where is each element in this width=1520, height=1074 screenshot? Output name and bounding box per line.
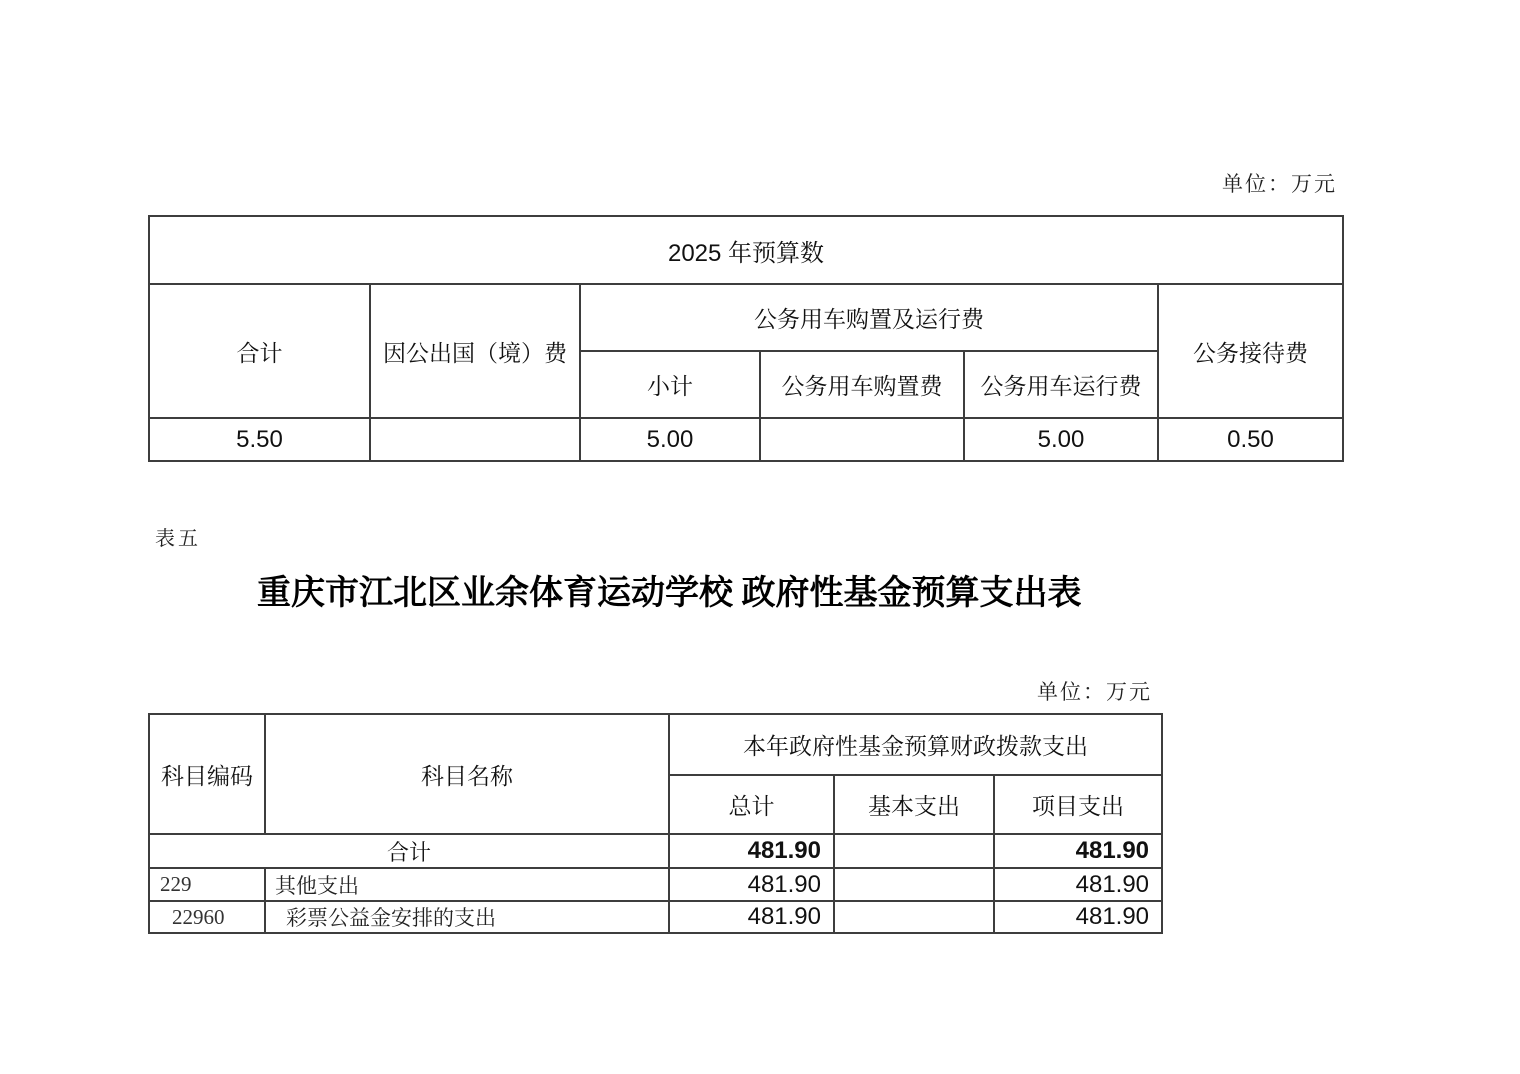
table2-total-label: 合计 xyxy=(149,834,669,868)
table2-basic-229 xyxy=(834,868,994,901)
table2-total-grand-total: 481.90 xyxy=(669,834,834,868)
table1-value-vehicle-operation: 5.00 xyxy=(964,418,1158,461)
table1-data-row xyxy=(149,418,1343,461)
table1-value-abroad xyxy=(370,418,580,461)
table1-value-vehicle-purchase xyxy=(760,418,964,461)
table2-col-code: 科目编码 xyxy=(149,714,265,834)
table2-name-229: 其他支出 xyxy=(265,868,669,901)
table2-project-229: 481.90 xyxy=(994,868,1162,901)
table2-total-basic xyxy=(834,834,994,868)
table1-col-vehicle-operation: 公务用车运行费 xyxy=(964,351,1158,418)
unit-label-bottom: 单位：万元 xyxy=(1037,680,1152,704)
table2-total-project: 481.90 xyxy=(994,834,1162,868)
table1-col-abroad: 因公出国（境）费 xyxy=(370,284,580,418)
table2-project-22960: 481.90 xyxy=(994,901,1162,933)
table2-name-22960: 彩票公益金安排的支出 xyxy=(265,901,669,933)
table1-col-vehicle-group: 公务用车购置及运行费 xyxy=(580,284,1158,351)
table1-value-vehicle-subtotal: 5.00 xyxy=(580,418,760,461)
table-number-note: 表五 xyxy=(155,528,201,550)
table1-col-total: 合计 xyxy=(149,284,370,418)
table2-col-group: 本年政府性基金预算财政拨款支出 xyxy=(669,714,1162,775)
unit-label-top: 单位：万元 xyxy=(1222,172,1337,196)
table2-total-row xyxy=(149,834,1162,868)
fund-expenditure-table xyxy=(148,713,1163,934)
table1-col-vehicle-subtotal: 小计 xyxy=(580,351,760,418)
table2-col-project: 项目支出 xyxy=(994,775,1162,834)
document-title: 重庆市江北区业余体育运动学校 政府性基金预算支出表 xyxy=(257,575,1082,612)
table2-col-basic: 基本支出 xyxy=(834,775,994,834)
table2-code-229: 229 xyxy=(149,868,265,901)
table2-basic-22960 xyxy=(834,901,994,933)
table1-value-reception: 0.50 xyxy=(1158,418,1343,461)
table2-grand-total-22960: 481.90 xyxy=(669,901,834,933)
table1-col-reception: 公务接待费 xyxy=(1158,284,1343,418)
table1-col-vehicle-purchase: 公务用车购置费 xyxy=(760,351,964,418)
table1-year-header: 2025 年预算数 xyxy=(149,216,1343,284)
table2-code-22960: 22960 xyxy=(149,901,265,933)
table2-row-229 xyxy=(149,868,1162,901)
table2-col-name: 科目名称 xyxy=(265,714,669,834)
table2-grand-total-229: 481.90 xyxy=(669,868,834,901)
budget-2025-table xyxy=(148,215,1344,462)
table2-row-22960 xyxy=(149,901,1162,933)
table2-col-grand-total: 总计 xyxy=(669,775,834,834)
table1-value-total: 5.50 xyxy=(149,418,370,461)
